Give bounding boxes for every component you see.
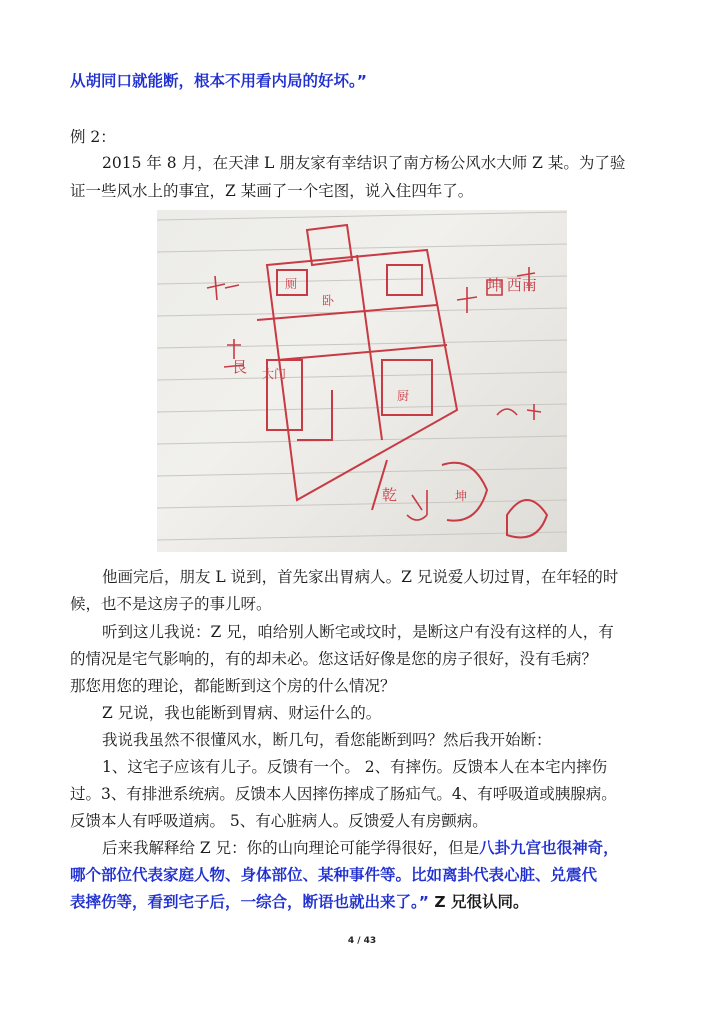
paragraph-line: 反馈本人有呼吸道病。 5、有心脏病人。反馈爱人有房颤病。 — [70, 812, 488, 830]
sketch-label: 坤 西南 — [487, 276, 537, 294]
emphasis-text: 八卦九宫也很神奇， — [479, 839, 619, 857]
sketch-label: 厨 — [397, 389, 410, 403]
sketch-label: 艮 — [232, 358, 248, 376]
paragraph-line: 2015 年 8 月，在天津 L 朋友家有幸结识了南方杨公风水大师 Z 某。为了验 — [102, 154, 626, 172]
page-number: 4 / 43 — [347, 936, 377, 946]
paragraph-line: 候，也不是这房子的事儿呀。 — [70, 595, 272, 613]
house-sketch-photo — [157, 210, 567, 552]
paragraph-line: 我说我虽然不很懂风水，断几句，看您能断到吗？然后我开始断： — [102, 731, 552, 749]
emphasis-line: 哪个部位代表家庭人物、身体部位、某种事件等。比如离卦代表心脏、兑震代 — [70, 866, 598, 884]
paragraph-text: 后来我解释给 Z 兄：你的山向理论可能学得很好，但是 — [102, 839, 480, 857]
sketch-label: 厕 — [285, 277, 298, 291]
emphasis-text: 表摔伤等，看到宅子后，一综合，断语也就出来了。” — [70, 893, 429, 911]
paragraph-line: 过。3、有排泄系统病。反馈本人因摔伤摔成了肠疝气。4、有呼吸道或胰腺病。 — [70, 785, 617, 803]
sketch-label: 乾 — [382, 486, 398, 504]
paragraph-line: 的情况是宅气影响的，有的却未必。您这话好像是您的房子很好，没有毛病？ — [70, 650, 598, 668]
paragraph-line: 1、这宅子应该有儿子。反馈有一个。 2、有摔伤。反馈本人在本宅内摔伤 — [102, 758, 608, 776]
example-heading: 例 2： — [70, 128, 116, 146]
paragraph-line: 那您用您的理论，都能断到这个房的什么情况？ — [70, 677, 396, 695]
sketch-label: 大门 — [262, 367, 287, 381]
paragraph-line — [102, 837, 672, 859]
sketch-label: 卧 — [322, 294, 335, 308]
paragraph-line: 听到这儿我说：Z 兄，咱给别人断宅或坟时，是断这户有没有这样的人，有 — [102, 623, 614, 641]
paragraph-line: 证一些风水上的事宜，Z 某画了一个宅图，说入住四年了。 — [70, 182, 474, 200]
paragraph-text: Z 兄很认同。 — [428, 893, 529, 911]
paragraph-line: 他画完后，朋友 L 说到，首先家出胃病人。Z 兄说爱人切过胃，在年轻的时 — [102, 568, 619, 586]
quote-closing-line: 从胡同口就能断，根本不用看内局的好坏。” — [70, 72, 367, 90]
sketch-label: 坤 — [455, 489, 468, 503]
paragraph-line: Z 兄说，我也能断到胃病、财运什么的。 — [102, 704, 382, 722]
paragraph-line — [70, 891, 670, 913]
